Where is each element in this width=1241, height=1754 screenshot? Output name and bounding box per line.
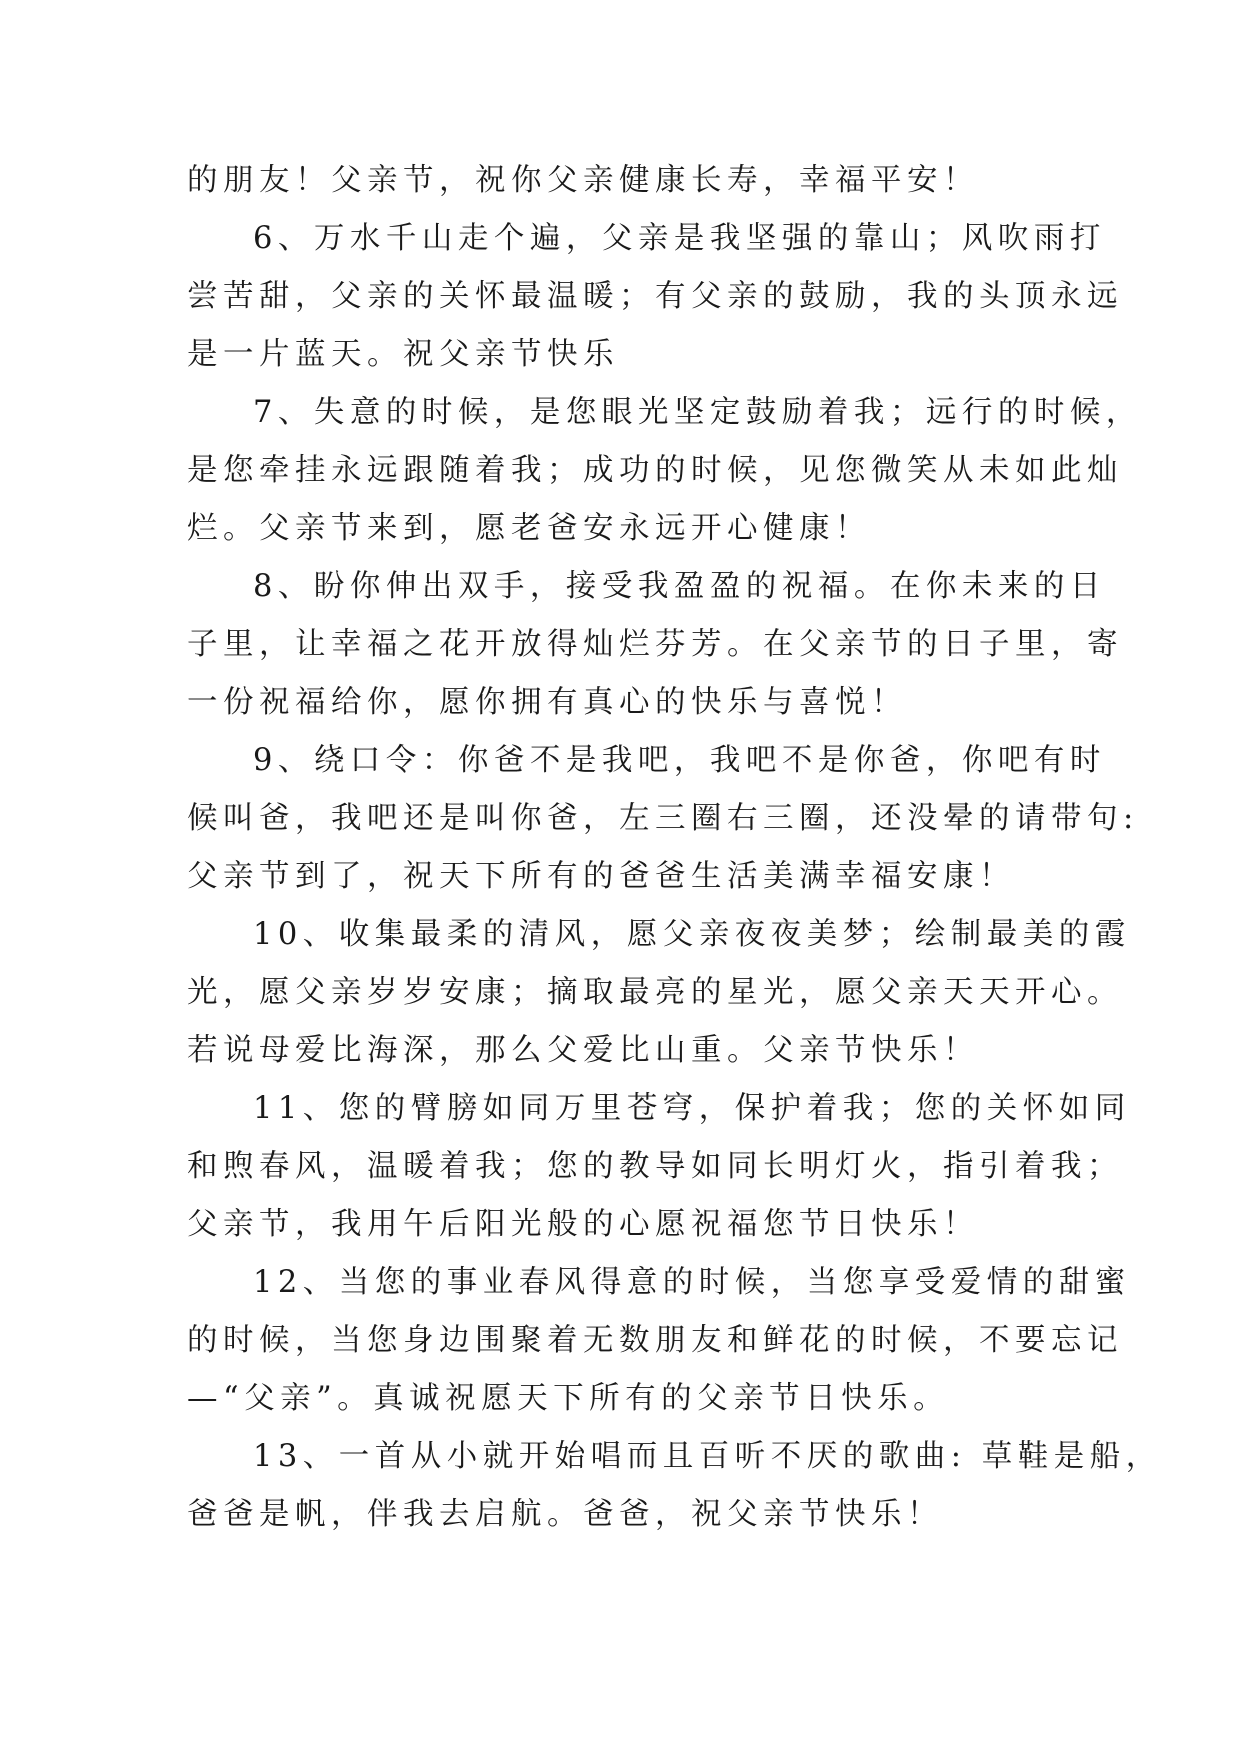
text-line: 候叫爸，我吧还是叫你爸，左三圈右三圈，还没晕的请带句:	[187, 801, 1139, 836]
paragraph-10	[187, 906, 1131, 1080]
text-line: 一份祝福给你，愿你拥有真心的快乐与喜悦！	[187, 685, 907, 720]
text-line: 父亲节，我用午后阳光般的心愿祝福您节日快乐！	[187, 1207, 979, 1242]
text-line: 12、当您的事业春风得意的时候，当您享受爱情的甜蜜	[253, 1265, 1131, 1300]
text-line: 若说母爱比海深，那么父爱比山重。父亲节快乐！	[187, 1033, 979, 1068]
text-line: 是一片蓝天。祝父亲节快乐	[187, 337, 619, 372]
paragraph-11	[187, 1080, 1131, 1254]
text-line: 尝苦甜，父亲的关怀最温暖；有父亲的鼓励，我的头顶永远	[187, 279, 1123, 314]
paragraph-7	[187, 384, 1142, 558]
paragraph-6	[187, 210, 1123, 384]
text-line: 的朋友！父亲节，祝你父亲健康长寿，幸福平安！	[187, 163, 979, 198]
text-line: 父亲节到了，祝天下所有的爸爸生活美满幸福安康！	[187, 859, 1015, 894]
text-line: 7、失意的时候，是您眼光坚定鼓励着我；远行的时候，	[253, 395, 1142, 430]
text-line: 子里，让幸福之花开放得灿烂芬芳。在父亲节的日子里，寄	[187, 627, 1123, 662]
text-line: 和煦春风，温暖着我；您的教导如同长明灯火，指引着我；	[187, 1149, 1123, 1184]
text-line: 9、绕口令：你爸不是我吧，我吧不是你爸，你吧有时	[253, 743, 1106, 778]
text-line: 8、盼你伸出双手，接受我盈盈的祝福。在你未来的日	[253, 569, 1106, 604]
text-line: 11、您的臂膀如同万里苍穹，保护着我；您的关怀如同	[253, 1091, 1131, 1126]
text-line: 13、一首从小就开始唱而且百听不厌的歌曲: 草鞋是船，	[253, 1439, 1162, 1474]
text-line: —“父亲”。真诚祝愿天下所有的父亲节日快乐。	[187, 1381, 950, 1416]
text-line: 10、收集最柔的清风，愿父亲夜夜美梦；绘制最美的霞	[253, 917, 1131, 952]
document-body	[187, 152, 1162, 1544]
paragraph-13	[187, 1428, 1162, 1544]
text-line: 爸爸是帆，伴我去启航。爸爸，祝父亲节快乐！	[187, 1497, 943, 1532]
paragraph-12	[187, 1254, 1131, 1428]
paragraph-9	[187, 732, 1139, 906]
text-line: 光，愿父亲岁岁安康；摘取最亮的星光，愿父亲天天开心。	[187, 975, 1123, 1010]
paragraph-5-tail	[187, 152, 1057, 210]
text-line: 6、万水千山走个遍，父亲是我坚强的靠山；风吹雨打	[253, 221, 1106, 256]
text-line: 的时候，当您身边围聚着无数朋友和鲜花的时候，不要忘记	[187, 1323, 1123, 1358]
text-line: 是您牵挂永远跟随着我；成功的时候，见您微笑从未如此灿	[187, 453, 1123, 488]
text-line: 烂。父亲节来到，愿老爸安永远开心健康！	[187, 511, 871, 546]
paragraph-8	[187, 558, 1123, 732]
